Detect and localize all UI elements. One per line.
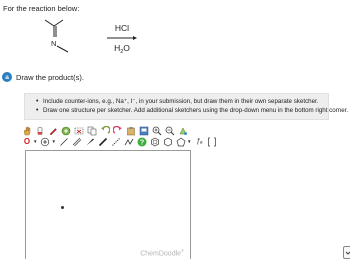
copy-icon[interactable] xyxy=(87,126,97,136)
hash-bond-icon[interactable] xyxy=(98,137,108,147)
methyl-bond xyxy=(45,20,54,26)
part-instruction: Draw the product(s). xyxy=(16,72,84,82)
dash-bond-icon[interactable] xyxy=(111,137,121,147)
zoom-in-lens-icon[interactable] xyxy=(61,126,71,136)
undo-arrow-icon[interactable] xyxy=(100,126,110,136)
nitrogen-label: N xyxy=(51,39,57,48)
clean-icon[interactable] xyxy=(178,126,188,136)
bold-bond-icon[interactable] xyxy=(85,137,95,147)
instructions-panel xyxy=(24,93,349,120)
reaction-scheme xyxy=(0,0,350,70)
svg-text:?: ? xyxy=(139,139,145,147)
single-bond-icon[interactable] xyxy=(59,137,69,147)
instruction-bullet: • Include counter-ions, e.g., Na⁺, I⁻, in your submission, but draw them in their own separate sketcher. xyxy=(37,97,324,106)
sketcher-toolbar-top xyxy=(22,125,191,136)
atom-selector-icon[interactable] xyxy=(22,137,32,147)
cyclohexane-icon[interactable] xyxy=(163,137,173,147)
atom-selector-label: O xyxy=(23,137,31,146)
double-bond-icon[interactable] xyxy=(72,137,82,147)
bracket-icon[interactable] xyxy=(207,137,217,147)
help-icon[interactable] xyxy=(137,137,147,147)
erase-select-icon[interactable] xyxy=(74,126,84,136)
part-a-header xyxy=(2,72,84,82)
pentagon-ring-icon[interactable] xyxy=(176,137,186,147)
chevron-down-icon[interactable]: ▼ xyxy=(186,139,192,144)
chevron-down-icon[interactable]: ▼ xyxy=(51,139,56,144)
reagent-water: $H_2O$ xyxy=(114,43,130,55)
paste-icon[interactable] xyxy=(126,126,136,136)
charge-icon[interactable] xyxy=(40,137,50,147)
formula-label: ƒₐ xyxy=(196,138,203,145)
hexagon-ring-icon[interactable] xyxy=(150,137,160,147)
reaction-arrow-head xyxy=(133,36,137,40)
sketcher-canvas[interactable] xyxy=(25,150,191,259)
n-methyl-bond xyxy=(57,46,68,52)
zoom-out-icon[interactable] xyxy=(165,126,175,136)
instruction-bullet: • Draw one structure per sketcher. Add additional sketchers using the drop-down menu in the bottom right corner. xyxy=(37,106,324,115)
redo-arrow-icon[interactable] xyxy=(113,126,123,136)
add-sketcher-dropdown[interactable] xyxy=(343,246,350,259)
chevron-down-icon xyxy=(345,250,350,256)
cursor-dot xyxy=(61,206,64,209)
chemdoodle-watermark: ChemDoodle® xyxy=(140,247,184,257)
eraser-icon[interactable] xyxy=(35,126,45,136)
template-icon[interactable] xyxy=(139,126,149,136)
reagent-hcl: HCl xyxy=(114,23,130,33)
hand-icon[interactable] xyxy=(22,126,32,136)
ring-bond xyxy=(54,20,63,26)
pencil-icon[interactable] xyxy=(48,126,58,136)
zoom-in-icon[interactable] xyxy=(152,126,162,136)
chevron-down-icon[interactable]: ▼ xyxy=(33,139,38,144)
chain-icon[interactable] xyxy=(124,137,134,147)
sketcher-toolbar-bottom xyxy=(22,136,220,147)
question-prompt: For the reaction below: xyxy=(3,4,80,13)
formula-icon[interactable] xyxy=(194,137,204,147)
reactant-structure xyxy=(45,20,68,52)
part-badge: a xyxy=(2,72,12,82)
